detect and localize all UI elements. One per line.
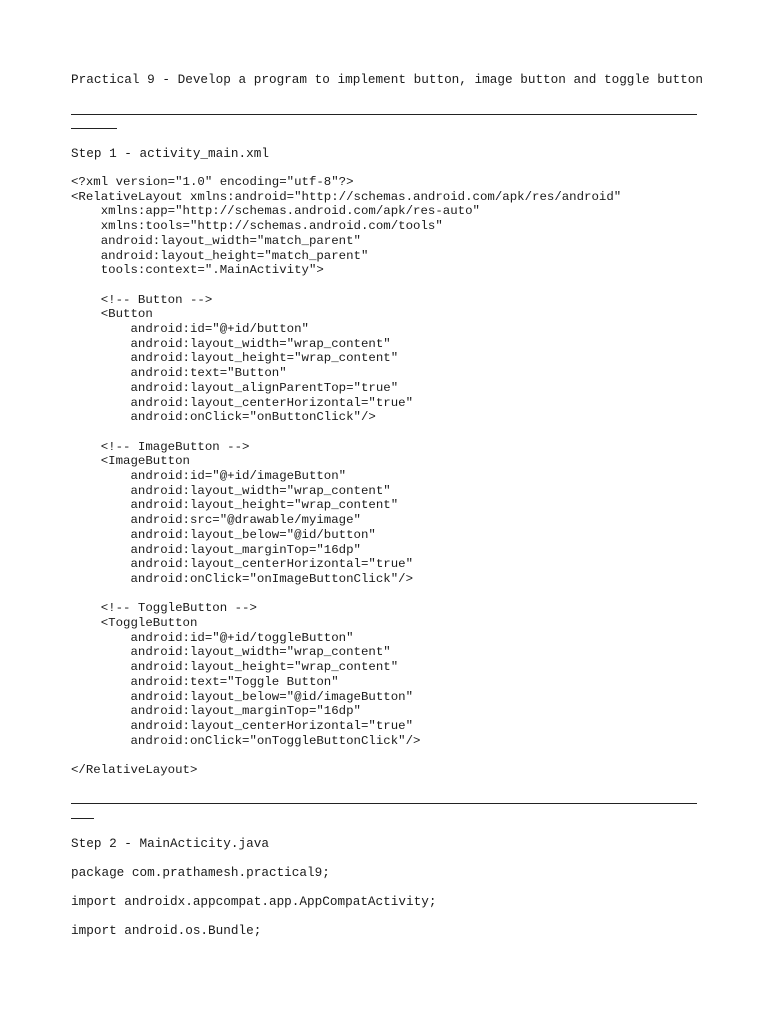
xml-code-line: android:layout_width="wrap_content" [71, 645, 391, 660]
xml-code-line: android:layout_width="match_parent" [71, 233, 361, 248]
divider-rule-wrap [71, 818, 94, 819]
xml-code-line: <ToggleButton [71, 616, 198, 630]
xml-code-line: android:layout_alignParentTop="true" [71, 380, 399, 395]
xml-code-line: android:layout_centerHorizontal="true" [71, 718, 414, 733]
xml-code-line: android:layout_below="@id/button" [71, 527, 376, 542]
xml-code-line: android:layout_below="@id/imageButton" [71, 689, 414, 704]
xml-code-line: <!-- ImageButton --> [71, 439, 250, 454]
xml-code-line: android:onClick="onButtonClick"/> [71, 410, 376, 425]
xml-code-line: android:layout_centerHorizontal="true" [71, 557, 414, 572]
xml-code-line: android:text="Button" [71, 366, 287, 381]
xml-code-line: </RelativeLayout> [71, 763, 198, 777]
xml-code-line: android:src="@drawable/myimage" [71, 513, 361, 528]
step2-heading: Step 2 - MainActicity.java [71, 836, 269, 851]
xml-code-line: <Button [71, 307, 153, 322]
xml-code-line: android:onClick="onToggleButtonClick"/> [71, 733, 421, 748]
xml-code-line: xmlns:tools="http://schemas.android.com/tools" [71, 219, 443, 234]
xml-code-line: android:id="@+id/imageButton" [71, 469, 347, 483]
xml-code-line: android:layout_width="wrap_content" [71, 336, 391, 351]
xml-code-line: <RelativeLayout xmlns:android="http://schemas.android.com/apk/res/android" [71, 189, 622, 204]
divider-rule [71, 114, 697, 115]
xml-code-line: tools:context=".MainActivity"> [71, 263, 324, 278]
xml-code-line: android:id="@+id/button" [71, 322, 309, 336]
xml-code-line: android:layout_height="wrap_content" [71, 351, 399, 366]
xml-code-line: android:layout_marginTop="16dp" [71, 542, 361, 557]
document-title: Practical 9 - Develop a program to implement button, image button and toggle button [71, 72, 703, 87]
xml-code-line: android:layout_height="match_parent" [71, 248, 369, 263]
divider-rule [71, 803, 697, 804]
xml-code-line: android:id="@+id/toggleButton" [71, 630, 354, 645]
java-code-line: package com.prathamesh.practical9; [71, 865, 330, 880]
step1-heading: Step 1 - activity_main.xml [71, 146, 269, 161]
xml-code-line: xmlns:app="http://schemas.android.com/apk/res-auto" [71, 204, 480, 219]
java-code-line: import android.os.Bundle; [71, 923, 262, 938]
xml-code-line: android:text="Toggle Button" [71, 674, 339, 689]
xml-code-line: android:layout_height="wrap_content" [71, 498, 399, 513]
xml-code-line: android:layout_height="wrap_content" [71, 660, 399, 675]
xml-code-line: android:layout_marginTop="16dp" [71, 704, 361, 719]
xml-code-line: android:layout_width="wrap_content" [71, 483, 391, 498]
xml-code-line: <!-- ToggleButton --> [71, 601, 257, 616]
xml-code-line: android:onClick="onImageButtonClick"/> [71, 571, 414, 586]
xml-code-line: <ImageButton [71, 454, 190, 469]
xml-code-line: <!-- Button --> [71, 292, 213, 307]
xml-code-line: android:layout_centerHorizontal="true" [71, 395, 414, 410]
xml-code-line: <?xml version="1.0" encoding="utf-8"?> [71, 175, 354, 189]
java-code-line: import androidx.appcompat.app.AppCompatActivity; [71, 894, 437, 909]
divider-rule-wrap [71, 128, 117, 129]
